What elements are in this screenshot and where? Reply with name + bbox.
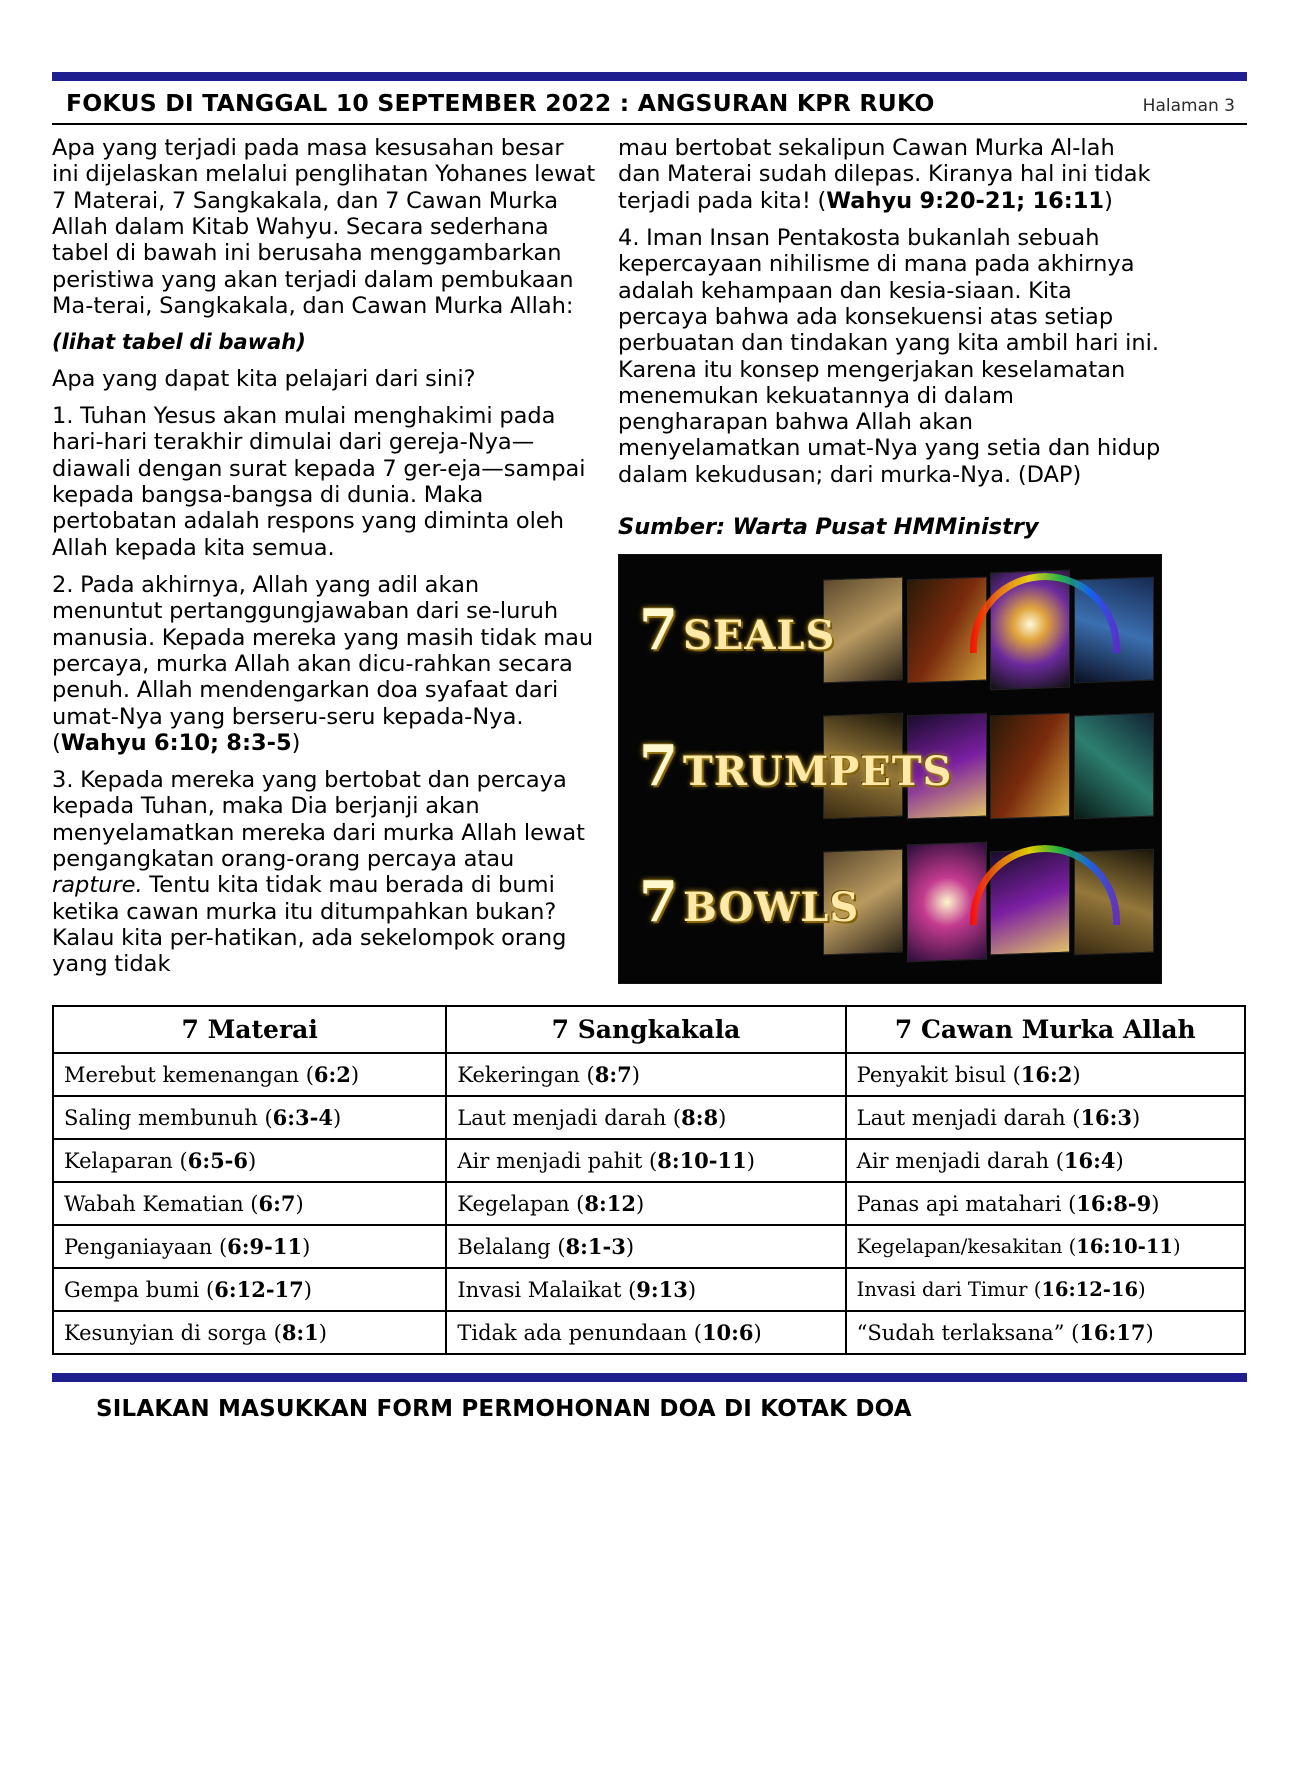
cell-text: Laut menjadi darah (: [457, 1105, 682, 1130]
table-cell: [846, 1225, 1245, 1268]
table-cell: [53, 1139, 446, 1182]
cell-reference: 8:8: [681, 1104, 719, 1130]
cell-text: Invasi Malaikat (: [457, 1277, 637, 1302]
table-cell: [846, 1139, 1245, 1182]
cell-reference: 6:7: [258, 1190, 296, 1216]
cell-text: Kegelapan (: [457, 1191, 585, 1216]
paragraph-point-2: [52, 572, 596, 756]
table-cell: [53, 1268, 446, 1311]
point-2-text-end: ): [291, 729, 301, 756]
cell-text: Merebut kemenangan (: [64, 1062, 314, 1087]
cell-reference: 16:8-9: [1076, 1190, 1152, 1216]
cell-text-end: ): [1138, 1277, 1146, 1301]
table-row: [53, 1139, 1245, 1182]
cell-reference: 16:4: [1063, 1147, 1116, 1173]
cell-text: Air menjadi pahit (: [457, 1148, 658, 1173]
paragraph-point-1: 1. Tuhan Yesus akan mulai menghakimi pada hari-hari terakhir dimulai dari gereja-Nya—diawali dengan surat kepada 7 ger-eja—sampai kepada bangsa-bangsa di dunia. Maka pertobatan adalah respons yang diminta oleh Allah kepada kita semua.: [52, 403, 586, 561]
table-cell: [846, 1096, 1245, 1139]
cell-text-end: ): [746, 1148, 755, 1173]
table-cell: [446, 1139, 845, 1182]
cell-text-end: ): [318, 1320, 327, 1345]
continued-text: mau bertobat sekalipun Cawan Murka Al-lah dan Materai sudah dilepas. Kiranya hal ini tidak terjadi pada kita! (: [618, 135, 1151, 214]
cell-reference: 6:9-11: [227, 1233, 303, 1259]
cell-text-end: ): [1145, 1320, 1154, 1345]
figure-word-trumpets: TRUMPETS: [682, 748, 953, 796]
cell-reference: 16:2: [1020, 1061, 1073, 1087]
cell-text: “Sudah terlaksana” (: [856, 1320, 1080, 1345]
cell-reference: 6:3-4: [272, 1104, 333, 1130]
footer-rule: [52, 1373, 1247, 1382]
table-cell: [446, 1225, 845, 1268]
table-header-row: [53, 1006, 1245, 1053]
cell-reference: 9:13: [636, 1276, 688, 1302]
table-cell: [446, 1182, 845, 1225]
cell-text-end: ): [635, 1191, 645, 1216]
table-cell: [53, 1225, 446, 1268]
cell-text: Air menjadi darah (: [856, 1148, 1064, 1173]
cell-text-end: ): [1072, 1062, 1081, 1087]
table-row: [53, 1096, 1245, 1139]
article-columns: [52, 135, 1247, 989]
cell-text-end: ): [295, 1191, 304, 1216]
cell-text-end: ): [248, 1148, 257, 1173]
table-cell: [53, 1096, 446, 1139]
cell-text: Kelaparan (: [64, 1148, 188, 1173]
figure-label-bowls: [639, 869, 859, 935]
cell-reference: 8:12: [584, 1190, 636, 1216]
top-rule: [52, 72, 1247, 81]
cell-text: Penyakit bisul (: [856, 1062, 1021, 1087]
figure-number-trumpets: 7: [639, 733, 679, 800]
cell-reference: 16:17: [1079, 1319, 1146, 1345]
point-2-text: 2. Pada akhirnya, Allah yang adil akan menuntut pertanggungjawaban dari se-luruh manusia. Kepada mereka yang masih tidak mau percaya, murka Allah akan dicu-rahkan secara penuh. Allah mendengarkan doa syafaat dari umat-Nya yang berseru-seru kepada-Nya. (: [52, 571, 594, 756]
newsletter-page: [0, 72, 1299, 1765]
table-header-seals: 7 Materai: [53, 1006, 446, 1053]
cell-text-end: ): [753, 1320, 762, 1345]
table-row: [53, 1182, 1245, 1225]
cell-text-end: ): [1151, 1191, 1160, 1216]
table-body: [53, 1053, 1245, 1354]
paragraph-point-4: 4. Iman Insan Pentakosta bukanlah sebuah kepercayaan nihilisme di mana pada akhirnya adalah kehampaan dan kesia-siaan. Kita percaya bahwa ada konsekuensi atas setiap perbuatan dan tindakan yang kita ambil hari ini. Karena itu konsep mengerjakan keselamatan menemukan kekuatannya di dalam pengharapan bahwa Allah akan menyelamatkan umat-Nya yang setia dan hidup dalam kekudusan; dari murka-Nya. (DAP): [618, 224, 1161, 488]
figure-word-bowls: BOWLS: [682, 884, 860, 932]
table-cell: [446, 1311, 845, 1354]
paragraph-intro: Apa yang terjadi pada masa kesusahan besar ini dijelaskan melalui penglihatan Yohanes lewat 7 Materai, 7 Sangkakala, dan 7 Cawan Murka Allah dalam Kitab Wahyu. Secara sederhana tabel di bawah ini berusaha menggambarkan peristiwa yang akan terjadi dalam pembukaan Ma-terai, Sangkakala, dan Cawan Murka Allah:: [52, 135, 596, 319]
cell-text: Tidak ada penundaan (: [457, 1320, 702, 1345]
cell-text: Panas api matahari (: [856, 1191, 1077, 1216]
cell-text: Saling membunuh (: [64, 1105, 273, 1130]
judgments-table-wrap: [52, 1005, 1247, 1355]
page-header: [52, 81, 1247, 125]
cell-text: Laut menjadi darah (: [856, 1105, 1081, 1130]
table-cell: [846, 1053, 1245, 1096]
figure-label-seals: [639, 597, 835, 663]
table-cell: [53, 1311, 446, 1354]
cell-text: Kekeringan (: [457, 1062, 595, 1087]
cell-text-end: ): [1115, 1148, 1124, 1173]
cell-reference: 16:10-11: [1076, 1234, 1173, 1258]
table-header-bowls: 7 Cawan Murka Allah: [846, 1006, 1245, 1053]
paragraph-question: Apa yang dapat kita pelajari dari sini?: [52, 365, 476, 392]
table-header-trumpets: 7 Sangkakala: [446, 1006, 845, 1053]
cell-text-end: ): [303, 1277, 312, 1302]
footer-notice: SILAKAN MASUKKAN FORM PERMOHONAN DOA DI KOTAK DOA: [96, 1395, 912, 1422]
cell-reference: 6:2: [313, 1061, 351, 1087]
figure-row-seals: [619, 567, 1161, 693]
point-3-text-end: Tentu kita tidak mau berada di bumi ketika cawan murka itu ditumpahkan bukan? Kalau kita per-hatikan, ada sekelompok orang yang tidak: [52, 872, 567, 978]
cell-text: Kesunyian di sorga (: [64, 1320, 282, 1345]
cell-reference: 10:6: [701, 1319, 754, 1345]
cell-reference: 16:3: [1080, 1104, 1133, 1130]
cell-text-end: ): [718, 1105, 727, 1130]
table-cell: [53, 1053, 446, 1096]
thumbnail-image: [1074, 713, 1154, 820]
table-row: [53, 1225, 1245, 1268]
figure-label-trumpets: [639, 733, 952, 799]
seven-seals-figure: [618, 554, 1162, 984]
figure-number-bowls: 7: [639, 869, 679, 936]
source-credit: Sumber: Warta Pusat HMMinistry: [618, 514, 1039, 541]
cell-reference: 8:1-3: [565, 1233, 626, 1259]
cell-reference: 8:7: [594, 1061, 632, 1087]
thumbnail-image: [990, 713, 1070, 820]
point-3-italic-term: rapture.: [52, 872, 143, 899]
point-2-reference: Wahyu 6:10; 8:3-5: [60, 729, 292, 756]
cell-text-end: ): [302, 1234, 311, 1259]
table-cell: [846, 1268, 1245, 1311]
figure-thumbnails-bowls: [823, 839, 1153, 965]
page-number-label: Halaman 3: [1142, 96, 1235, 116]
cell-text: Invasi dari Timur (: [856, 1277, 1042, 1301]
table-row: [53, 1268, 1245, 1311]
table-cell: [446, 1096, 845, 1139]
paragraph-point-3: [52, 767, 596, 978]
figure-number-seals: 7: [639, 597, 679, 664]
continued-text-end: ): [1104, 187, 1113, 214]
cell-reference: 6:5-6: [187, 1147, 249, 1173]
cell-text: Kegelapan/kesakitan (: [856, 1234, 1077, 1258]
paragraph-continued: [618, 135, 1162, 214]
figure-thumbnails-seals: [823, 567, 1153, 693]
point-3-text: 3. Kepada mereka yang bertobat dan percaya kepada Tuhan, maka Dia berjanji akan menyelamatkan mereka dari murka Allah lewat pengangkatan orang-orang percaya atau: [52, 767, 585, 873]
continued-reference: Wahyu 9:20-21; 16:11: [826, 187, 1105, 214]
table-cell: [446, 1053, 845, 1096]
table-row: [53, 1311, 1245, 1354]
cell-reference: 16:12-16: [1041, 1277, 1139, 1301]
table-cell: [446, 1268, 845, 1311]
page-title: FOKUS DI TANGGAL 10 SEPTEMBER 2022 : ANGSURAN KPR RUKO: [66, 89, 935, 117]
cell-text: Gempa bumi (: [64, 1277, 215, 1302]
figure-row-bowls: [619, 839, 1161, 965]
table-cell: [53, 1182, 446, 1225]
table-cell: [846, 1311, 1245, 1354]
right-column: [618, 135, 1162, 989]
cell-text-end: ): [350, 1062, 360, 1087]
cell-text: Wabah Kematian (: [64, 1191, 259, 1216]
table-cell: [846, 1182, 1245, 1225]
table-row: [53, 1053, 1245, 1096]
judgments-table: [52, 1005, 1246, 1355]
cell-text-end: ): [687, 1277, 697, 1302]
cell-text-end: ): [1172, 1234, 1181, 1258]
cell-reference: 8:1: [281, 1319, 319, 1345]
left-column: [52, 135, 596, 989]
cell-text-end: ): [625, 1234, 635, 1259]
cell-text: Penganiayaan (: [64, 1234, 228, 1259]
cell-text-end: ): [1132, 1105, 1141, 1130]
cell-text-end: ): [332, 1105, 342, 1130]
cell-reference: 6:12-17: [214, 1276, 304, 1302]
cell-text-end: ): [631, 1062, 640, 1087]
figure-row-trumpets: [619, 703, 1161, 829]
cell-text: Belalang (: [457, 1234, 566, 1259]
paragraph-see-table: (lihat tabel di bawah): [52, 330, 306, 355]
cell-reference: 8:10-11: [657, 1147, 747, 1173]
figure-word-seals: SEALS: [682, 612, 836, 660]
